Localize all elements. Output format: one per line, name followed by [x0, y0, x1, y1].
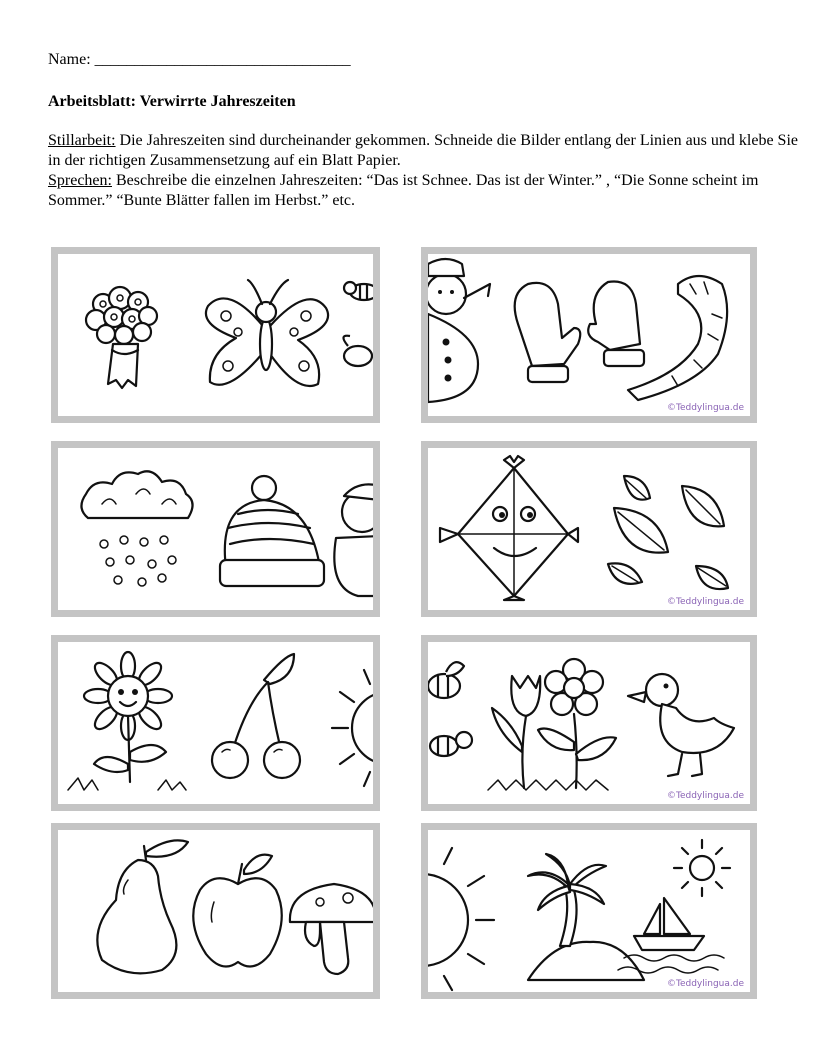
bee-icon — [343, 282, 378, 366]
watermark: ©Teddylingua.de — [666, 979, 744, 989]
card-winter-right — [421, 247, 757, 423]
cherries-icon — [212, 654, 300, 778]
task1-label: Stillarbeit: — [48, 132, 116, 149]
snow-cloud-icon — [81, 471, 192, 586]
sunflower-icon — [68, 652, 186, 790]
wool-hat-icon — [220, 476, 324, 586]
snowman-icon — [334, 484, 380, 596]
name-field-label: Name: ________________________________ — [48, 51, 351, 68]
card-summer-right — [421, 823, 757, 999]
instructions — [48, 131, 798, 211]
palm-island-icon — [528, 854, 644, 980]
duck-icon — [628, 674, 734, 776]
card-spring-right — [421, 635, 757, 811]
apple-icon — [193, 855, 282, 967]
card-spring-left — [51, 247, 380, 423]
card-autumn-right — [421, 441, 757, 617]
mushroom-icon — [290, 884, 376, 974]
mittens-icon — [515, 281, 644, 382]
scarf-icon — [628, 276, 727, 400]
sun-icon — [428, 848, 494, 990]
card-summer-left — [51, 635, 380, 811]
small-sun-icon — [674, 840, 730, 896]
task1-text: Die Jahreszeiten sind durcheinander gekommen. Schneide die Bilder entlang der Linien aus und klebe Sie in der richtigen Zusammensetzung auf ein Blatt Papier. — [48, 132, 798, 169]
watermark: ©Teddylingua.de — [666, 791, 744, 801]
falling-leaves-icon — [608, 476, 728, 589]
sun-icon — [332, 670, 380, 786]
flower-bouquet-icon — [86, 287, 157, 388]
kite-icon — [440, 456, 578, 600]
tulip-flowers-icon — [488, 659, 616, 790]
task2-text: Beschreibe die einzelnen Jahreszeiten: “Das ist Schnee. Das ist der Winter.” , “Die Sonne scheint im Sommer.” “Bunte Blätter fallen im Herbst.” etc. — [48, 172, 759, 209]
butterfly-icon — [206, 280, 328, 386]
task2-label: Sprechen: — [48, 172, 112, 189]
card-autumn-left — [51, 823, 380, 999]
watermark: ©Teddylingua.de — [666, 403, 744, 413]
sailboat-icon — [618, 898, 724, 973]
snowman-icon — [428, 259, 490, 402]
bees-icon — [428, 662, 472, 756]
worksheet-title: Arbeitsblatt: Verwirrte Jahreszeiten — [48, 93, 296, 110]
watermark: ©Teddylingua.de — [666, 597, 744, 607]
card-winter-left — [51, 441, 380, 617]
pear-icon — [97, 840, 188, 973]
